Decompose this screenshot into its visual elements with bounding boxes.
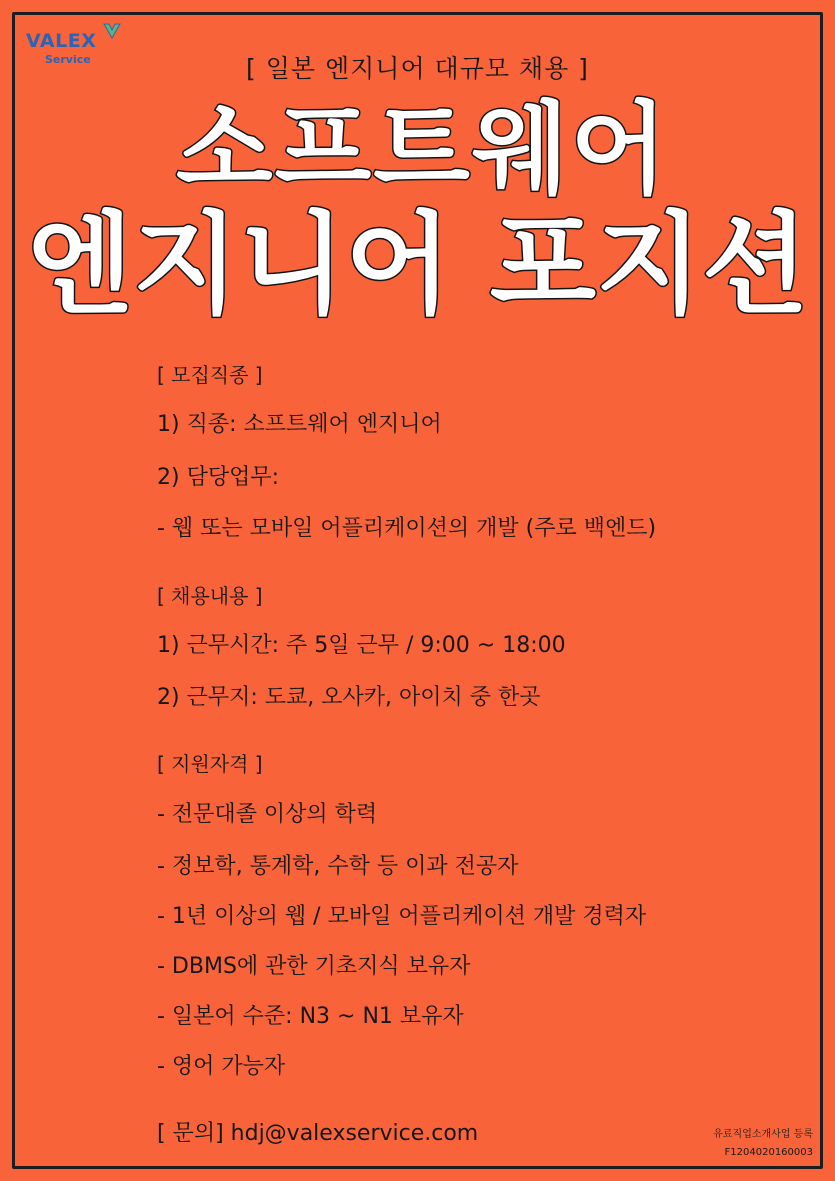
- working-hours-line: 1) 근무시간: 주 5일 근무 / 9:00 ~ 18:00: [157, 633, 566, 658]
- poster-subtitle: [ 일본 엔지니어 대규모 채용 ]: [246, 54, 589, 83]
- logo-wordmark: VALEX: [26, 30, 97, 52]
- duty-detail-line: - 웹 또는 모바일 어플리케이션의 개발 (주로 백엔드): [157, 516, 657, 541]
- registration-label: 유료직업소개사업 등록: [713, 1129, 813, 1140]
- qualification-item: - DBMS에 관한 기초지식 보유자: [157, 954, 471, 979]
- qualification-item: - 영어 가능자: [157, 1054, 286, 1079]
- section-heading-terms: [ 채용내용 ]: [157, 584, 263, 608]
- qualification-item: - 일본어 수준: N3 ~ N1 보유자: [157, 1004, 464, 1029]
- work-location-line: 2) 근무지: 도쿄, 오사카, 아이치 중 한곳: [157, 685, 541, 710]
- title-line-2: 엔지니어 포지션: [26, 201, 809, 329]
- job-type-line: 1) 직종: 소프트웨어 엔지니어: [157, 412, 442, 437]
- duty-label-line: 2) 담당업무:: [157, 465, 279, 490]
- qualification-item: - 정보학, 통계학, 수학 등 이과 전공자: [157, 854, 519, 879]
- contact-line: [ 문의] hdj@valexservice.com: [157, 1121, 479, 1146]
- registration-number: F1204020160003: [724, 1147, 813, 1158]
- qualification-item: - 1년 이상의 웹 / 모바일 어플리케이션 개발 경력자: [157, 904, 647, 929]
- section-heading-qualifications: [ 지원자격 ]: [157, 752, 263, 776]
- section-heading-recruit: [ 모집직종 ]: [157, 363, 263, 387]
- title-line-1: 소프트웨어: [176, 91, 669, 208]
- qualification-item: - 전문대졸 이상의 학력: [157, 802, 378, 827]
- logo-subtext: Service: [45, 53, 91, 66]
